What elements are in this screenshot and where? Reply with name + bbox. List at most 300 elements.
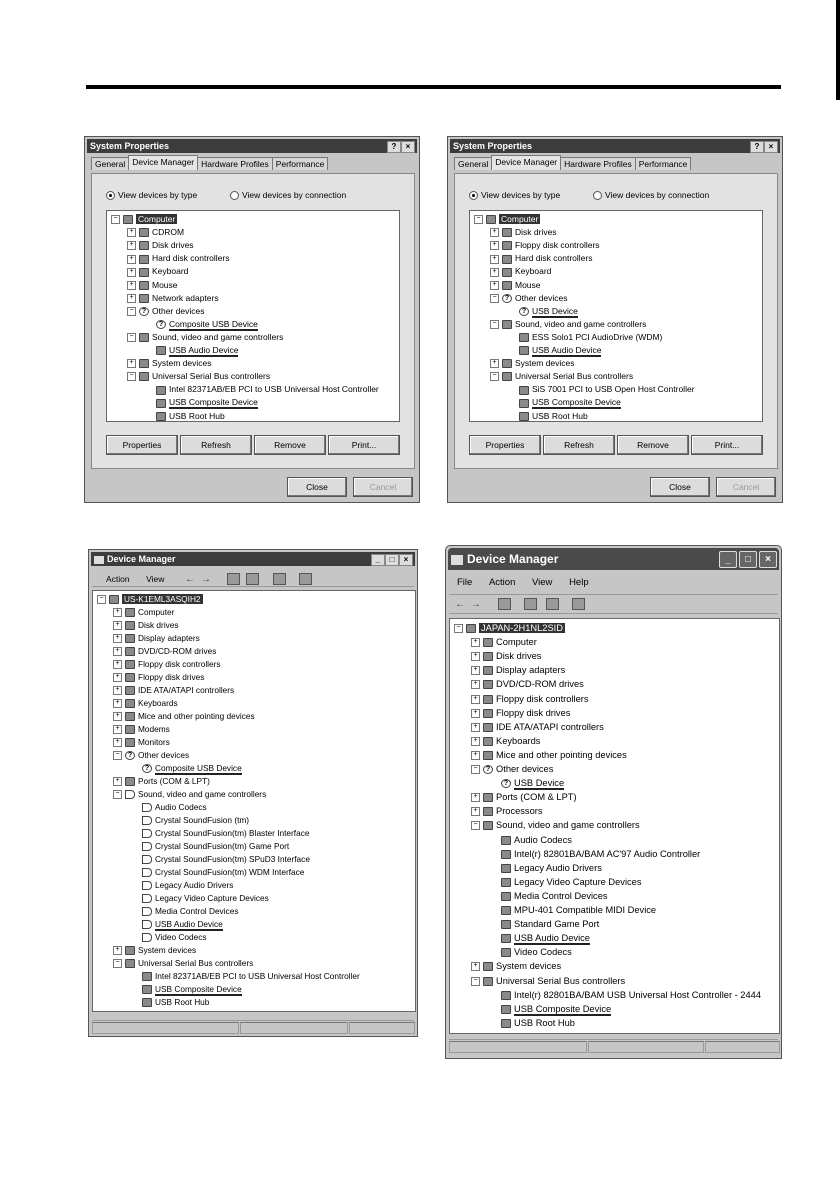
tree-root[interactable] [111,213,177,226]
tree-device[interactable] [143,318,258,331]
expand-icon[interactable]: + [127,228,136,237]
expand-icon[interactable]: + [471,793,480,802]
expand-icon[interactable]: + [113,738,122,747]
expand-icon[interactable]: + [490,359,499,368]
tree-category[interactable] [127,252,229,265]
tree-item-label: Universal Serial Bus controllers [515,371,634,382]
tree-root[interactable] [97,593,203,606]
tree-device[interactable] [488,847,700,861]
tree-category[interactable] [471,635,537,649]
tree-device[interactable] [506,331,662,344]
menu-view[interactable]: View [146,574,165,584]
scan-hardware-icon[interactable] [572,598,585,610]
title-bar [87,139,417,153]
tree-category[interactable] [113,658,221,671]
device-icon [483,680,493,689]
tree-category[interactable] [471,762,553,776]
back-icon[interactable]: ← [455,598,465,610]
tree-category[interactable] [471,734,540,748]
unknown-device-icon: ? [139,307,149,316]
tree-category[interactable] [127,239,194,252]
menu-action[interactable]: Action [106,574,130,584]
tree-item-label: USB Root Hub [532,410,588,421]
tree-category[interactable] [113,645,216,658]
tree-item-label: System devices [138,945,197,955]
expand-icon[interactable]: + [113,777,122,786]
device-icon [142,998,152,1007]
tree-item-label: Mouse [152,279,178,290]
tree-device[interactable] [506,383,695,396]
close-button[interactable]: Close [287,477,347,497]
details-icon[interactable] [246,573,259,585]
expand-icon[interactable]: + [127,241,136,250]
device-icon [139,359,149,368]
device-icon [142,985,152,994]
tree-item-label: Display adapters [138,633,200,643]
print-button[interactable]: Print... [328,435,400,455]
tree-category[interactable] [113,736,170,749]
expand-icon[interactable]: + [471,680,480,689]
device-icon [519,346,529,355]
device-icon [502,228,512,237]
collapse-icon[interactable]: − [471,821,480,830]
radio-label: View devices by connection [242,190,347,200]
tree-item-label: Video Codecs [514,947,572,958]
expand-icon[interactable]: + [113,946,122,955]
maximize-icon[interactable]: □ [739,551,757,568]
tree-device[interactable] [488,889,608,903]
tree-device[interactable] [488,1016,575,1030]
tree-item-label: USB Composite Device [514,1003,612,1014]
device-icon [501,878,511,887]
tree-category[interactable] [471,974,625,988]
tree-device[interactable] [129,879,233,892]
tab-general[interactable]: General [91,157,129,170]
tree-category[interactable] [471,959,561,973]
tree-device[interactable] [129,827,309,840]
title-bar [450,139,780,153]
expand-icon[interactable]: + [127,281,136,290]
collapse-icon[interactable]: − [111,215,120,224]
device-icon [483,652,493,661]
device-icon [483,709,493,718]
view-by-connection-radio[interactable] [593,190,709,200]
tree-item-label: Intel(r) 82801BA/BAM AC'97 Audio Controller [514,848,701,859]
collapse-icon[interactable]: − [490,320,499,329]
menu-file[interactable]: File [457,577,473,588]
tree-item-label: Floppy disk controllers [496,693,589,704]
device-manager-icon [94,556,104,564]
tree-item-label: Floppy disk drives [138,672,205,682]
tab-performance[interactable]: Performance [635,157,692,170]
expand-icon[interactable]: + [113,686,122,695]
tree-category[interactable] [471,720,604,734]
radio-empty-icon [593,191,602,200]
collapse-icon[interactable]: − [97,595,106,604]
unknown-device-icon: ? [156,320,166,329]
expand-icon[interactable]: + [127,255,136,264]
tree-category[interactable] [113,723,170,736]
device-icon [483,695,493,704]
status-pane [92,1022,239,1034]
speaker-icon [142,803,152,812]
tree-item-label: Disk drives [515,227,557,238]
tree-device[interactable] [488,931,590,945]
collapse-icon[interactable]: − [127,333,136,342]
tree-device[interactable] [129,853,310,866]
tree-item-label: USB Audio Device [532,345,602,355]
tree-category[interactable] [113,671,204,684]
device-tree[interactable] [449,618,780,1034]
tree-category[interactable] [127,305,204,318]
help-icon[interactable]: ? [750,141,764,153]
device-icon [139,228,149,237]
device-icon [156,412,166,421]
menu-view[interactable]: View [532,577,553,588]
close-icon[interactable]: × [759,551,777,568]
tree-item-label: Floppy disk controllers [138,659,221,669]
window-title: System Properties [90,141,170,151]
tree-device[interactable] [506,396,621,409]
print-icon[interactable] [524,598,537,610]
tree-category[interactable] [490,265,551,278]
collapse-icon[interactable]: − [454,624,463,633]
expand-icon[interactable]: + [113,712,122,721]
tab-device-manager[interactable]: Device Manager [491,155,561,170]
expand-icon[interactable]: + [471,652,480,661]
tree-device[interactable] [488,875,641,889]
minimize-icon[interactable]: _ [719,551,737,568]
expand-icon[interactable]: + [471,751,480,760]
tree-category[interactable] [471,677,584,691]
tab-device-manager[interactable]: Device Manager [128,155,198,170]
status-pane [588,1041,704,1053]
device-icon [501,864,511,873]
tree-category[interactable] [490,252,592,265]
status-bar [449,1039,778,1052]
header-rule [86,85,781,89]
tree-item-label: CDROM [152,227,185,238]
properties-icon[interactable] [546,598,559,610]
expand-icon[interactable]: + [113,608,122,617]
tree-category[interactable] [113,684,234,697]
expand-icon[interactable]: + [471,666,480,675]
refresh-button[interactable]: Refresh [543,435,615,455]
expand-icon[interactable]: + [127,359,136,368]
tree-item-label: USB Device [532,305,578,316]
collapse-icon[interactable]: − [490,294,499,303]
tree-category[interactable] [127,279,178,292]
tab-strip [91,157,327,173]
status-pane [449,1041,587,1053]
device-icon [156,399,166,408]
collapse-icon[interactable]: − [474,215,483,224]
tree-device[interactable] [488,776,564,790]
expand-icon[interactable]: + [127,294,136,303]
tree-device[interactable] [488,861,602,875]
tree-device[interactable] [488,945,572,959]
tree-item-label: Video Codecs [155,932,207,942]
tree-category[interactable] [113,775,210,788]
speaker-icon [142,907,152,916]
tree-item-label: IDE ATA/ATAPI controllers [138,685,235,695]
cancel-button[interactable]: Cancel [353,477,413,497]
tree-device[interactable] [129,801,207,814]
device-icon [501,920,511,929]
tree-category[interactable] [113,619,179,632]
expand-icon[interactable]: + [471,962,480,971]
tree-item-label: DVD/CD-ROM drives [496,679,584,690]
tree-category[interactable] [113,749,189,762]
device-icon [502,241,512,250]
tree-item-label: Other devices [515,292,568,303]
expand-icon[interactable]: + [113,634,122,643]
radio-label: View devices by type [118,190,198,200]
speaker-icon [142,920,152,929]
device-icon [142,972,152,981]
tree-device[interactable] [129,905,238,918]
help-icon[interactable]: ? [387,141,401,153]
tree-device[interactable] [506,410,588,423]
tree-device[interactable] [129,762,242,775]
tree-category[interactable] [490,357,575,370]
collapse-icon[interactable]: − [127,372,136,381]
tree-category[interactable] [471,706,570,720]
properties-icon[interactable] [273,573,286,585]
tree-category[interactable] [113,632,200,645]
tree-device[interactable] [143,410,225,423]
tree-category[interactable] [490,279,541,292]
device-icon [501,906,511,915]
maximize-icon[interactable]: □ [385,554,399,566]
tree-item-label: Other devices [152,305,205,316]
tree-item-label: Keyboard [515,266,552,277]
expand-icon[interactable]: + [490,268,499,277]
tree-device[interactable] [129,931,207,944]
tree-category[interactable] [471,649,541,663]
details-icon[interactable] [498,598,511,610]
speaker-icon [142,933,152,942]
cancel-button[interactable]: Cancel [716,477,776,497]
scan-hardware-icon[interactable] [299,573,312,585]
tree-device[interactable] [143,396,258,409]
tree-device[interactable] [506,305,578,318]
title-bar [448,548,779,570]
tree-device[interactable] [129,983,242,996]
collapse-icon[interactable]: − [471,977,480,986]
tab-panel [454,173,778,469]
tab-panel [91,173,415,469]
device-icon [502,359,512,368]
expand-icon[interactable]: + [490,255,499,264]
tree-category[interactable] [471,663,565,677]
speaker-icon [142,894,152,903]
tree-device[interactable] [488,917,599,931]
refresh-button[interactable]: Refresh [180,435,252,455]
forward-icon[interactable]: → [471,598,481,610]
view-by-connection-radio[interactable] [230,190,346,200]
tab-performance[interactable]: Performance [272,157,329,170]
tree-item-label: SiS 7001 PCI to USB Open Host Controller [532,384,695,395]
tree-category[interactable] [471,692,589,706]
tree-category[interactable] [471,818,640,832]
speaker-icon [125,790,135,799]
close-icon[interactable]: × [401,141,415,153]
collapse-icon[interactable]: − [113,751,122,760]
expand-icon[interactable]: + [471,638,480,647]
tab-hardware-profiles[interactable]: Hardware Profiles [197,157,273,170]
tree-device[interactable] [129,970,360,983]
tab-hardware-profiles[interactable]: Hardware Profiles [560,157,636,170]
expand-icon[interactable]: + [113,621,122,630]
collapse-icon[interactable]: − [471,765,480,774]
tree-category[interactable] [113,944,196,957]
collapse-icon[interactable]: − [127,307,136,316]
device-icon [519,386,529,395]
expand-icon[interactable]: + [490,241,499,250]
tree-root[interactable] [474,213,540,226]
tree-category[interactable] [490,226,557,239]
expand-icon[interactable]: + [471,737,480,746]
tree-item-label: Computer [496,637,537,648]
tree-item-label: Legacy Audio Drivers [155,880,234,890]
tree-item-label: Crystal SoundFusion (tm) [155,815,250,825]
print-button[interactable]: Print... [691,435,763,455]
tree-item-label: Monitors [138,737,170,747]
tree-device[interactable] [129,892,269,905]
tree-category[interactable] [127,331,283,344]
expand-icon[interactable]: + [471,695,480,704]
tree-device[interactable] [129,840,289,853]
device-icon [139,268,149,277]
remove-button[interactable]: Remove [254,435,326,455]
tree-category[interactable] [490,318,646,331]
collapse-icon[interactable]: − [113,790,122,799]
expand-icon[interactable]: + [113,725,122,734]
tree-item-label: Legacy Video Capture Devices [155,893,269,903]
tree-item-label: USB Composite Device [155,984,242,994]
tree-category[interactable] [127,292,219,305]
tree-device[interactable] [488,833,572,847]
tree-device[interactable] [129,814,249,827]
menu-action[interactable]: Action [488,577,516,588]
tree-category[interactable] [127,265,188,278]
menu-help[interactable]: Help [569,577,589,588]
tree-item-label: Floppy disk drives [496,707,571,718]
tree-device[interactable] [129,866,304,879]
device-icon [125,777,135,786]
properties-button[interactable]: Properties [106,435,178,455]
device-icon [483,723,493,732]
tree-device[interactable] [143,344,238,357]
properties-button[interactable]: Properties [469,435,541,455]
device-tree[interactable] [469,210,763,422]
remove-button[interactable]: Remove [617,435,689,455]
tree-category[interactable] [113,957,253,970]
device-tree[interactable] [92,590,416,1012]
expand-icon[interactable]: + [490,228,499,237]
expand-icon[interactable]: + [113,660,122,669]
device-tree[interactable] [106,210,400,422]
tree-item-label: System devices [515,358,575,369]
view-by-type-radio[interactable] [106,190,197,200]
unknown-device-icon: ? [483,765,493,774]
tree-device[interactable] [129,996,209,1009]
tree-item-label: Sound, video and game controllers [138,789,267,799]
tree-category[interactable] [127,226,184,239]
tree-device[interactable] [488,988,761,1002]
tree-category[interactable] [471,748,627,762]
close-icon[interactable]: × [764,141,778,153]
tree-category[interactable] [127,370,270,383]
tree-item-label: USB Root Hub [169,410,225,421]
device-icon [466,624,476,633]
expand-icon[interactable]: + [471,709,480,718]
expand-icon[interactable]: + [113,699,122,708]
device-icon [109,595,119,604]
collapse-icon[interactable]: − [490,372,499,381]
minimize-icon[interactable]: _ [371,554,385,566]
expand-icon[interactable]: + [113,647,122,656]
device-icon [125,608,135,617]
close-icon[interactable]: × [399,554,413,566]
view-by-type-radio[interactable] [469,190,560,200]
device-icon [501,991,511,1000]
forward-icon[interactable]: → [200,573,211,585]
tree-item-label: MPU-401 Compatible MIDI Device [514,905,657,915]
close-button[interactable]: Close [650,477,710,497]
back-icon[interactable]: ← [184,573,195,585]
tree-item-label: US-K1EML3ASQIH2 [124,594,201,604]
tree-device[interactable] [488,1002,611,1016]
collapse-icon[interactable]: − [113,959,122,968]
tree-category[interactable] [490,370,633,383]
device-icon [483,638,493,647]
expand-icon[interactable]: + [127,268,136,277]
menu-toolbar [92,570,414,587]
device-icon [483,751,493,760]
tree-category[interactable] [113,606,174,619]
tree-item-label: Legacy Video Capture Devices [514,876,642,887]
device-icon [502,320,512,329]
tree-category[interactable] [113,697,178,710]
tree-category[interactable] [490,239,600,252]
tree-category[interactable] [471,790,577,804]
tree-device[interactable] [143,383,379,396]
tree-device[interactable] [488,903,656,917]
speaker-icon [142,881,152,890]
tree-category[interactable] [113,788,266,801]
computer-icon[interactable] [227,573,240,585]
device-icon [125,686,135,695]
tree-root[interactable] [454,621,565,635]
menu-bar [449,576,778,590]
expand-icon[interactable]: + [471,807,480,816]
tree-category[interactable] [113,710,255,723]
expand-icon[interactable]: + [490,281,499,290]
tree-category[interactable] [490,292,567,305]
tab-general[interactable]: General [454,157,492,170]
expand-icon[interactable]: + [471,723,480,732]
tree-item-label: Sound, video and game controllers [152,331,284,342]
tree-device[interactable] [129,918,223,931]
tree-item-label: Keyboard [152,266,189,277]
tree-category[interactable] [471,804,543,818]
tree-category[interactable] [127,357,212,370]
tree-item-label: Universal Serial Bus controllers [496,975,626,986]
tree-device[interactable] [506,344,601,357]
expand-icon[interactable]: + [113,673,122,682]
